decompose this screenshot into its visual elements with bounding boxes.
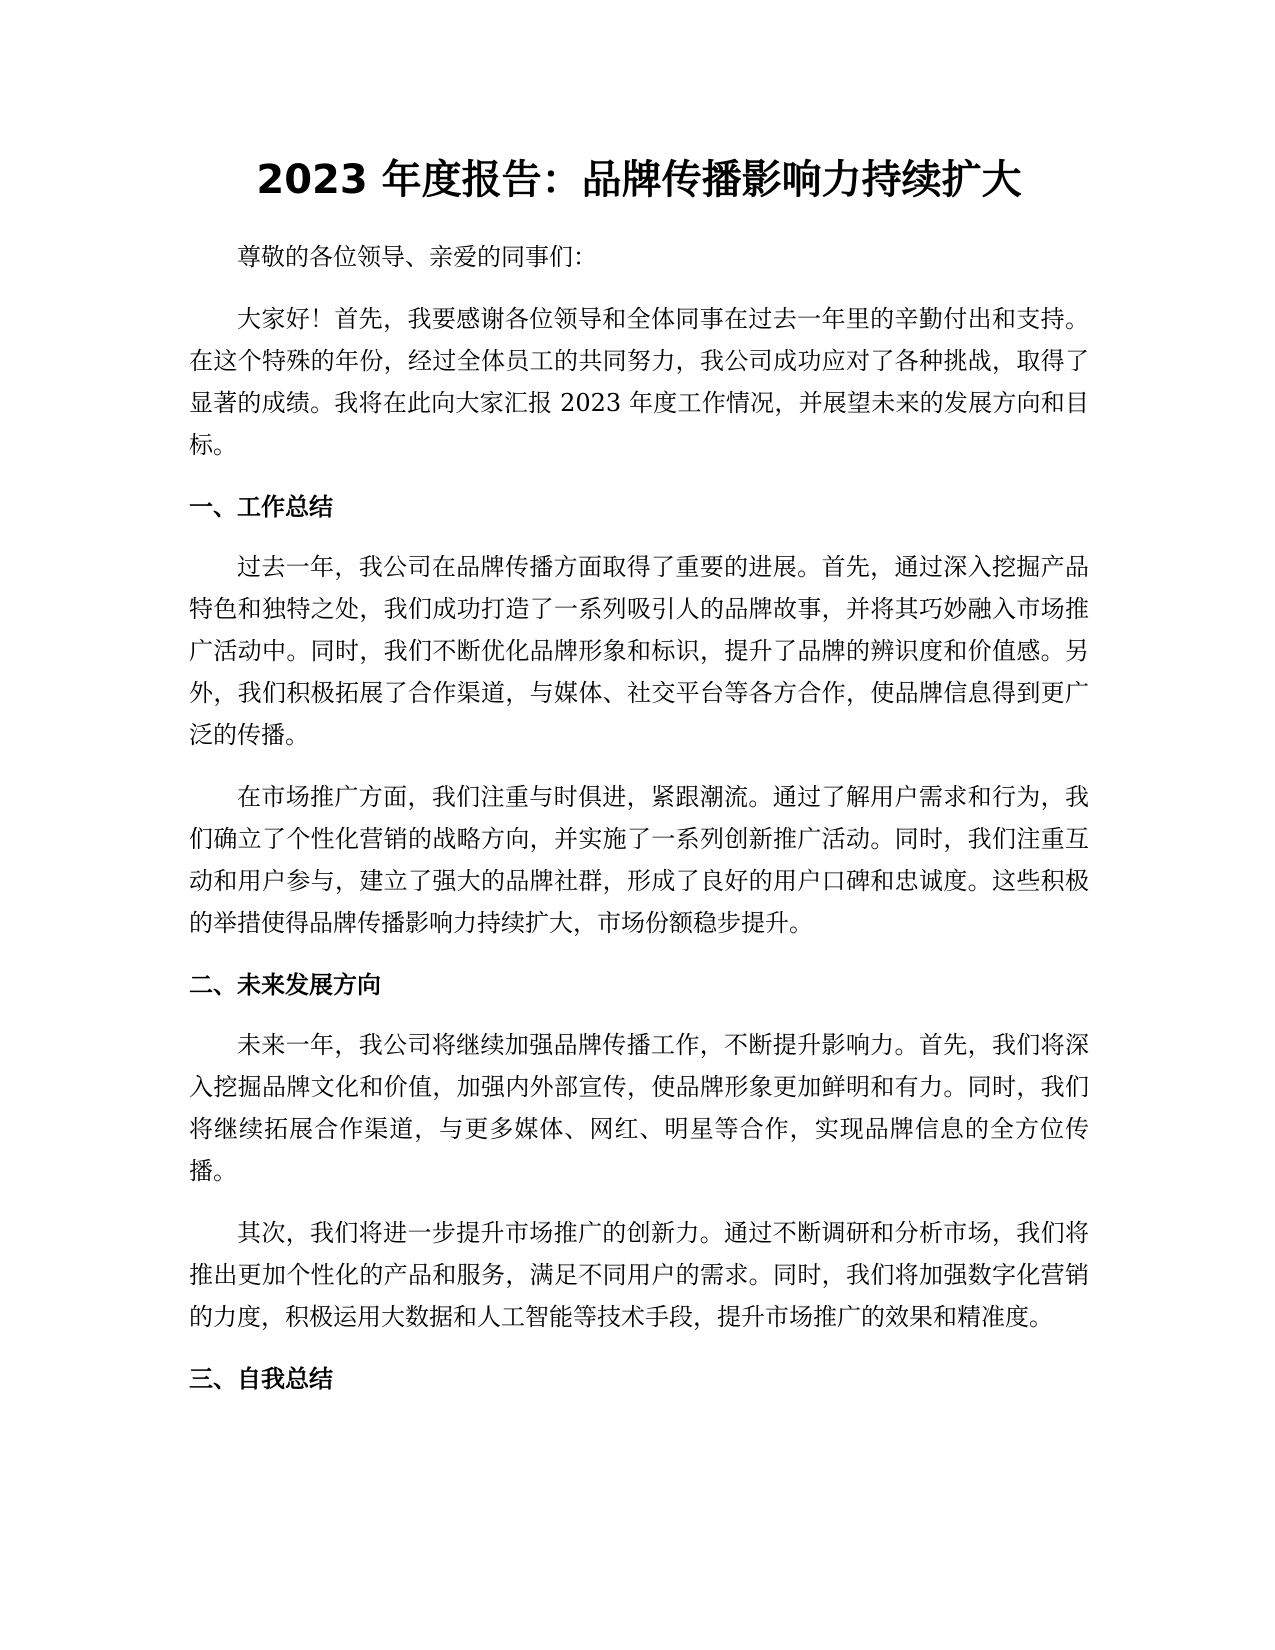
section-heading-work-summary: 一、工作总结	[189, 493, 333, 521]
section-heading-future-direction: 二、未来发展方向	[189, 971, 381, 999]
intro-paragraph: 大家好！首先，我要感谢各位领导和全体同事在过去一年里的辛勤付出和支持。在这个特殊的年份，经过全体员工的共同努力，我公司成功应对了各种挑战，取得了显著的成绩。我将在此向大家汇报 2023 年度工作情况，并展望未来的发展方向和目标。	[189, 305, 1089, 459]
work-summary-paragraph-1: 过去一年，我公司在品牌传播方面取得了重要的进展。首先，通过深入挖掘产品特色和独特之处，我们成功打造了一系列吸引人的品牌故事，并将其巧妙融入市场推广活动中。同时，我们不断优化品牌形象和标识，提升了品牌的辨识度和价值感。另外，我们积极拓展了合作渠道，与媒体、社交平台等各方合作，使品牌信息得到更广泛的传播。	[189, 553, 1089, 749]
document-page	[189, 150, 1089, 1418]
greeting-paragraph: 尊敬的各位领导、亲爱的同事们：	[237, 243, 597, 271]
page-title: 2023 年度报告：品牌传播影响力持续扩大	[256, 157, 1022, 203]
future-direction-paragraph-2: 其次，我们将进一步提升市场推广的创新力。通过不断调研和分析市场，我们将推出更加个性化的产品和服务，满足不同用户的需求。同时，我们将加强数字化营销的力度，积极运用大数据和人工智能等技术手段，提升市场推广的效果和精准度。	[189, 1219, 1089, 1331]
future-direction-paragraph-1: 未来一年，我公司将继续加强品牌传播工作，不断提升影响力。首先，我们将深入挖掘品牌文化和价值，加强内外部宣传，使品牌形象更加鲜明和有力。同时，我们将继续拓展合作渠道，与更多媒体、网红、明星等合作，实现品牌信息的全方位传播。	[189, 1031, 1089, 1185]
work-summary-paragraph-2: 在市场推广方面，我们注重与时俱进，紧跟潮流。通过了解用户需求和行为，我们确立了个性化营销的战略方向，并实施了一系列创新推广活动。同时，我们注重互动和用户参与，建立了强大的品牌社群，形成了良好的用户口碑和忠诚度。这些积极的举措使得品牌传播影响力持续扩大，市场份额稳步提升。	[189, 783, 1089, 937]
section-heading-self-summary: 三、自我总结	[189, 1365, 333, 1393]
